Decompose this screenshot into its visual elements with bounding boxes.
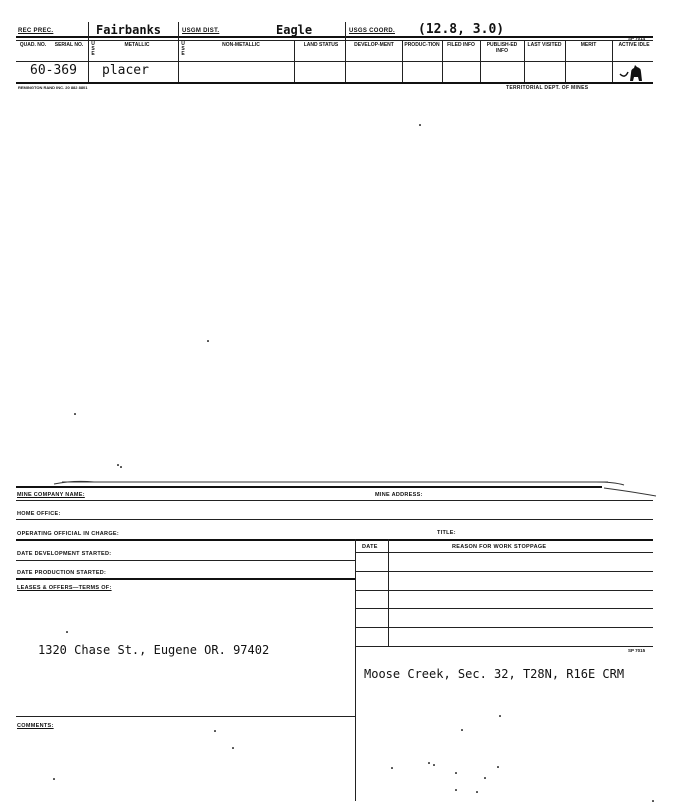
rec-prec-value: Fairbanks (96, 23, 162, 37)
col-divider (345, 22, 346, 82)
col-active-idle-header: ACTIVE IDLE (618, 42, 650, 48)
top-form-code: SP 7014 (628, 36, 646, 41)
col-divider (88, 22, 89, 82)
location-value: Moose Creek, Sec. 32, T28N, R16E CRM (364, 667, 625, 681)
row-rule (355, 571, 653, 572)
col-divider (565, 40, 566, 82)
title-label: TITLE: (437, 530, 456, 536)
speck (652, 800, 654, 802)
prod-started-label: DATE PRODUCTION STARTED: (17, 570, 107, 576)
col-divider (402, 40, 403, 82)
metallic-value: placer (102, 63, 149, 78)
col-nonmetallic-header: NON-METALLIC (222, 42, 260, 48)
operating-official-label: OPERATING OFFICIAL IN CHARGE: (17, 531, 119, 537)
leases-label: LEASES & OFFERS—TERMS OF: (17, 585, 112, 591)
row-rule (16, 578, 355, 580)
quad-serial-value: 60-369 (30, 63, 77, 78)
usgs-coord-value: (12.8, 3.0) (418, 22, 505, 37)
speck (428, 762, 430, 764)
col-last-visited-header: LAST VISITED (527, 42, 562, 48)
col-use-prefix: U S E (181, 41, 185, 57)
speck (214, 730, 216, 732)
col-divider (294, 40, 295, 82)
usgm-dist-value: Eagle (276, 23, 313, 37)
speck (461, 729, 463, 731)
top-card-bottom-rule (16, 82, 653, 84)
top-card-values-rule (16, 61, 653, 62)
row-rule (16, 716, 355, 717)
speck (207, 340, 209, 342)
dev-started-label: DATE DEVELOPMENT STARTED: (17, 551, 112, 557)
speck (476, 791, 478, 793)
speck (74, 413, 76, 415)
bear-icon (628, 64, 644, 82)
rec-prec-label: REC PREC. (18, 28, 54, 34)
usgm-dist-label: USGM DIST. (182, 28, 220, 34)
col-merit-header: MERIT (580, 42, 597, 48)
speck (232, 747, 234, 749)
speck (484, 777, 486, 779)
bottom-form-code: SP 7015 (628, 648, 646, 653)
col-metallic-header: METALLIC (124, 42, 150, 48)
col-divider (524, 40, 525, 82)
date-col-divider (388, 539, 389, 646)
mine-address-label: MINE ADDRESS: (375, 492, 423, 498)
speck (433, 764, 435, 766)
col-filed-info-header: FILED INFO (447, 42, 475, 48)
row-rule (16, 500, 653, 501)
speck (120, 466, 122, 468)
col-divider (480, 40, 481, 82)
address-value: 1320 Chase St., Eugene OR. 97402 (38, 643, 270, 657)
row-rule (16, 519, 653, 520)
col-divider (442, 40, 443, 82)
col-development-header: DEVELOP-MENT (354, 42, 394, 48)
reason-header: REASON FOR WORK STOPPAGE (452, 544, 547, 550)
speck (455, 772, 457, 774)
col-serial-header: SERIAL NO. (54, 42, 84, 48)
col-quad-header: QUAD. NO. (19, 42, 47, 48)
speck (53, 778, 55, 780)
printer-line: REMINGTON RAND INC. 20 882 8801 (18, 85, 88, 90)
speck (117, 464, 119, 466)
row-rule (355, 627, 653, 628)
row-rule (355, 646, 653, 647)
col-land-status-header: LAND STATUS (303, 42, 339, 48)
row-rule (355, 590, 653, 591)
vertical-divider (355, 539, 356, 801)
comments-label: COMMENTS: (17, 723, 54, 729)
mine-company-label: MINE COMPANY NAME: (17, 492, 85, 498)
row-rule (16, 560, 355, 561)
top-card-header-rule (16, 40, 653, 41)
speck (497, 766, 499, 768)
row-rule (355, 552, 653, 553)
col-production-header: PRODUC-TION (404, 42, 440, 48)
speck (419, 124, 421, 126)
speck (499, 715, 501, 717)
home-office-label: HOME OFFICE: (17, 511, 61, 517)
department-footer: TERRITORIAL DEPT. OF MINES (506, 85, 589, 91)
date-header: DATE (362, 544, 378, 550)
row-rule (16, 539, 653, 541)
speck (455, 789, 457, 791)
col-divider (178, 22, 179, 82)
bottom-top-rule (16, 486, 602, 488)
speck (391, 767, 393, 769)
row-rule (355, 608, 653, 609)
col-use-prefix: U S E (91, 41, 95, 57)
speck (66, 631, 68, 633)
usgs-coord-label: USGS COORD. (349, 28, 395, 34)
col-divider (612, 40, 613, 82)
col-published-info-header: PUBLISH-ED INFO (486, 42, 518, 54)
